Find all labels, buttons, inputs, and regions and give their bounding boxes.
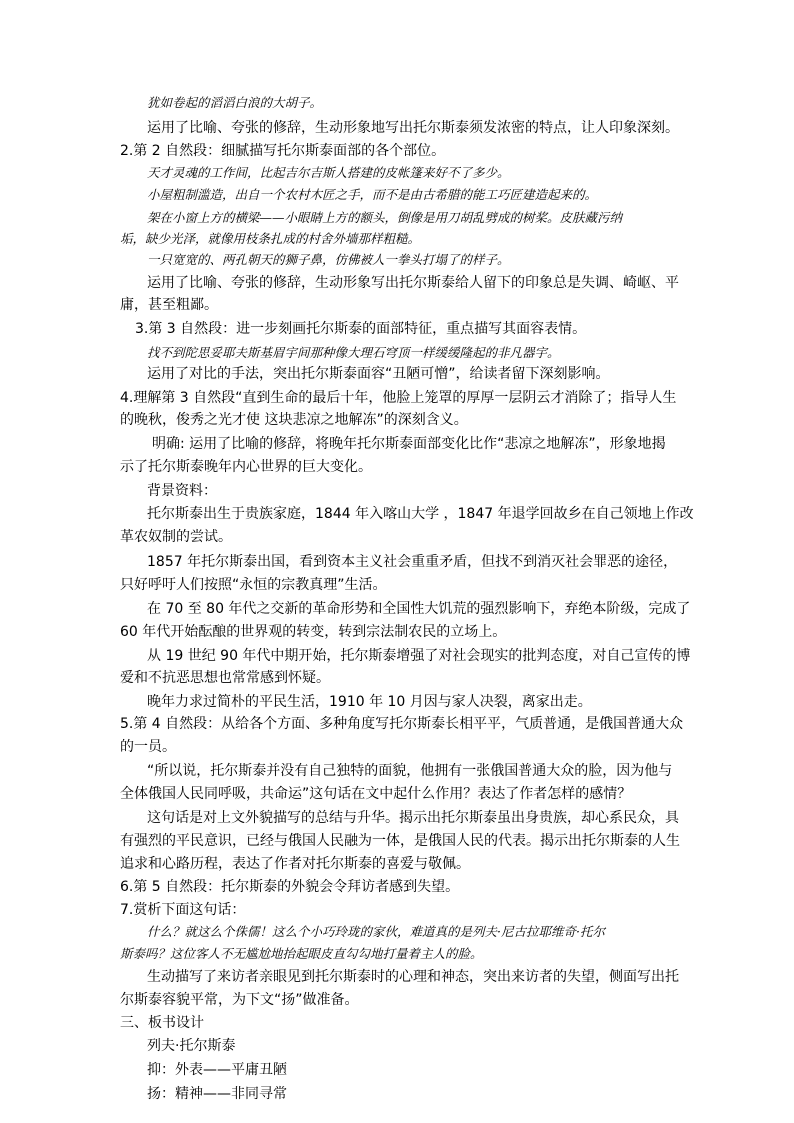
background-line: 革农奴制的尝试。: [120, 529, 232, 545]
blackboard-line: 扬：精神——非同寻常: [147, 1086, 287, 1102]
background-line: 在 70 至 80 年代之交新的革命形势和全国性大饥荒的强烈影响下，弃绝本阶级，完成了: [147, 601, 691, 617]
section-heading: 6.第 5 自然段：托尔斯泰的外貌会令拜访者感到失望。: [120, 879, 460, 895]
section-heading: 的晚秋，俊秀之光才使 这块悲凉之地解冻”的深刻含义。: [120, 412, 468, 428]
analysis-line: 运用了比喻、夸张的修辞，生动形象写出托尔斯泰给人留下的印象总是失调、崎岖、平: [147, 275, 679, 291]
background-line: 托尔斯泰出生于贵族家庭，1844 年入喀山大学 ，1847 年退学回故乡在自己领地上作改: [147, 506, 694, 522]
section-heading: 的一员。: [120, 739, 176, 755]
quote-line: 一只宽宽的、两孔朝天的狮子鼻，仿佛被人一拳头打塌了的样子。: [147, 252, 510, 267]
quote-line: 找不到陀思妥耶夫斯基眉宇间那种像大理石穹顶一样缓缓隆起的非凡器宇。: [147, 345, 560, 360]
section-heading: 5.第 4 自然段：从给各个方面、多种角度写托尔斯泰长相平平，气质普通，是俄国普通大众: [120, 716, 684, 732]
question-line: “所以说，托尔斯泰并没有自己独特的面貌，他拥有一张俄国普通大众的脸，因为他与: [147, 763, 673, 779]
background-line: 60 年代开始酝酿的世界观的转变，转到宗法制农民的立场上。: [120, 624, 507, 640]
analysis-line: 追求和心路历程，表达了作者对托尔斯泰的喜爱与敬佩。: [120, 856, 470, 872]
quote-line: 犹如卷起的滔滔白浪的大胡子。: [147, 95, 323, 110]
analysis-line: 庸，甚至粗鄙。: [120, 297, 218, 313]
background-line: 爱和不抗恶思想也常常感到怀疑。: [120, 670, 330, 686]
analysis-line: 运用了对比的手法，突出托尔斯泰面容“丑陋可憎”，给读者留下深刻影响。: [147, 366, 610, 382]
analysis-line: 运用了比喻、夸张的修辞，生动形象地写出托尔斯泰须发浓密的特点，让人印象深刻。: [147, 120, 679, 136]
quote-line: 垢，缺少光泽，就像用枝条扎成的村舍外墙那样粗糙。: [120, 231, 421, 246]
section-heading: 7.赏析下面这句话：: [120, 902, 246, 918]
quote-line: 架在小窗上方的横梁——小眼睛上方的额头，倒像是用刀胡乱劈成的树桨。皮肤藏污纳: [147, 210, 623, 225]
blackboard-title: 列夫·托尔斯泰: [147, 1038, 236, 1054]
background-line: 从 19 世纪 90 年代中期开始，托尔斯泰增强了对社会现实的批判态度，对自己宣传的博: [147, 648, 691, 664]
question-line: 全体俄国人民同呼吸，共命运”这句话在文中起什么作用？表达了作者怎样的感情？: [120, 786, 632, 802]
analysis-line: 明确: 运用了比喻的修辞，将晚年托尔斯泰面部变化比作“悲凉之地解冻”，形象地揭: [152, 436, 666, 452]
analysis-line: 有强烈的平民意识，已经与俄国人民融为一体，是俄国人民的代表。揭示出托尔斯泰的人生: [120, 833, 680, 849]
section-heading: 2.第 2 自然段：细腻描写托尔斯泰面部的各个部位。: [120, 143, 446, 159]
background-line: 1857 年托尔斯泰出国，看到资本主义社会重重矛盾，但找不到消灭社会罪恶的途径，: [147, 554, 678, 570]
analysis-line: 尔斯泰容貌平常，为下文“扬”做准备。: [120, 992, 359, 1008]
section-heading: 4.理解第 3 自然段“直到生命的最后十年，他脸上笼罩的厚厚一层阴云才消除了；指导人生: [120, 390, 677, 406]
background-line: 晚年力求过简朴的平民生活，1910 年 10 月因与家人决裂，离家出走。: [147, 694, 592, 710]
background-heading: 背景资料：: [147, 483, 217, 499]
quote-line: 天才灵魂的工作间，比起吉尔吉斯人搭建的皮帐篷来好不了多少。: [147, 165, 510, 180]
analysis-line: 示了托尔斯泰晚年内心世界的巨大变化。: [120, 459, 372, 475]
section-heading: 三、板书设计: [120, 1015, 204, 1031]
quote-line: 小屋粗制滥造，出自一个农村木匠之手，而不是由古希腊的能工巧匠建造起来的。: [147, 187, 598, 202]
analysis-line: 生动描写了来访者亲眼见到托尔斯泰时的心理和神态，突出来访者的失望，侧面写出托: [147, 969, 679, 985]
blackboard-line: 抑：外表——平庸丑陋: [147, 1062, 287, 1078]
quote-line: 什么？就这么个侏儒！这么个小巧玲珑的家伙，难道真的是列夫·尼古拉耶维奇·托尔: [147, 924, 605, 939]
background-line: 只好呼吁人们按照“永恒的宗教真理”生活。: [120, 577, 387, 593]
quote-line: 斯泰吗？这位客人不无尴尬地抬起眼皮直勾勾地打量着主人的脸。: [120, 946, 483, 961]
section-heading: 3.第 3 自然段：进一步刻画托尔斯泰的面部特征，重点描写其面容表情。: [135, 321, 587, 337]
analysis-line: 这句话是对上文外貌描写的总结与升华。揭示出托尔斯泰虽出身贵族，却心系民众，具: [147, 810, 679, 826]
